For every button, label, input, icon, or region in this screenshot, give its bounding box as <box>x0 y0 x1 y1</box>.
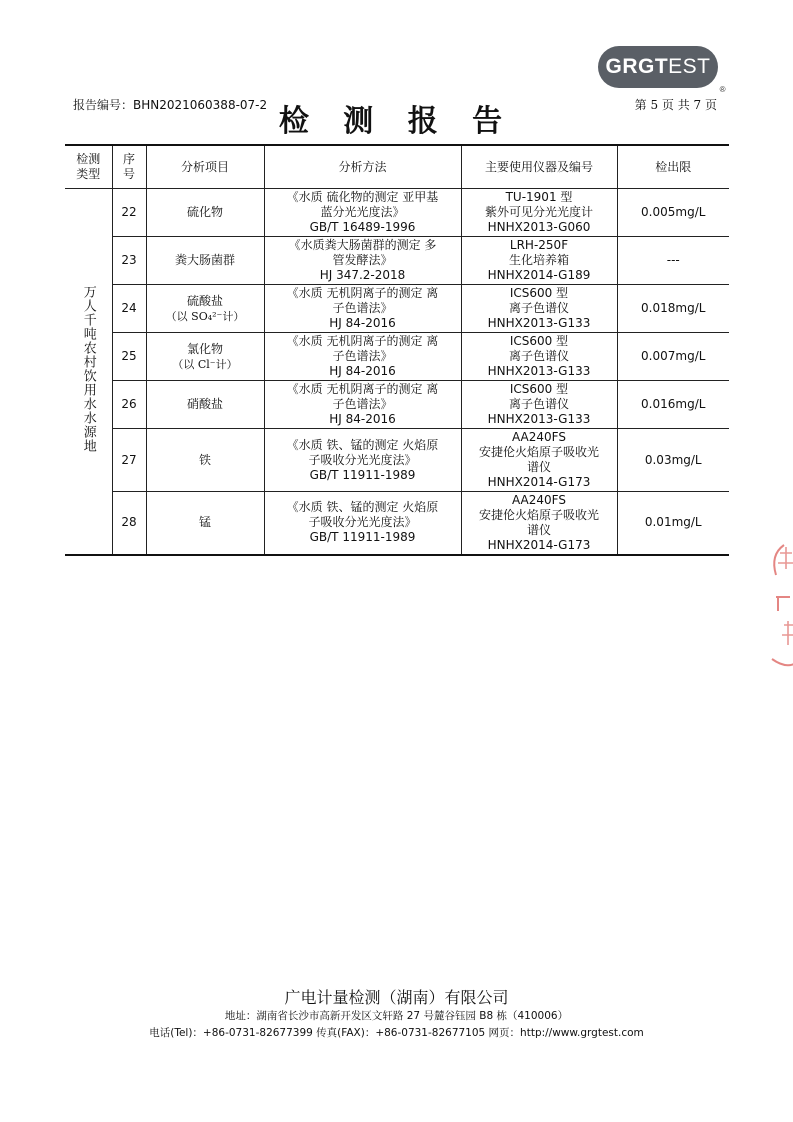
method-line: 《水质 硫化物的测定 亚甲基 <box>286 190 439 204</box>
analysis-method <box>264 189 461 237</box>
method-line: 蓝分光光度法》 <box>320 205 405 219</box>
seal-stamp-fragment <box>766 535 793 675</box>
instrument <box>461 429 617 492</box>
page-number: 第 5 页 共 7 页 <box>634 98 717 112</box>
instrument-line: 谱仪 <box>526 522 551 537</box>
detection-limit: 0.018mg/L <box>617 285 729 333</box>
instrument-line: HNHX2013-G133 <box>487 412 591 426</box>
method-line: HJ 84-2016 <box>329 412 396 426</box>
analysis-item-note: （以 Cl⁻计） <box>172 357 238 371</box>
instrument-line: TU-1901 型 <box>505 190 573 204</box>
detection-limit: 0.01mg/L <box>617 492 729 555</box>
header-type: 检测 类型 <box>65 145 112 189</box>
method-line: 《水质 铁、锰的测定 火焰原 <box>286 500 439 515</box>
table-row <box>65 189 729 237</box>
instrument-line: 离子色谱仪 <box>508 301 569 315</box>
instrument <box>461 333 617 381</box>
analysis-method <box>264 492 461 555</box>
instrument-line: LRH-250F <box>509 238 569 252</box>
registered-mark: ® <box>719 85 726 94</box>
instrument <box>461 237 617 285</box>
analysis-item <box>146 285 264 333</box>
method-line: 子吸收分光光度法》 <box>308 515 417 530</box>
detection-limit: 0.016mg/L <box>617 381 729 429</box>
instrument <box>461 492 617 555</box>
grgtest-logo <box>598 46 726 94</box>
table-row <box>65 492 729 555</box>
instrument-line: 离子色谱仪 <box>508 397 569 411</box>
detection-type-text: 万人千吨农村饮用水水源地 <box>80 285 96 454</box>
instrument-line: 谱仪 <box>526 460 551 474</box>
row-number: 23 <box>112 237 146 285</box>
header-instrument: 主要使用仪器及编号 <box>461 145 617 189</box>
method-line: 《水质 无机阴离子的测定 离 <box>286 382 439 396</box>
method-line: 管发酵法》 <box>332 253 393 267</box>
instrument <box>461 285 617 333</box>
header-method: 分析方法 <box>264 145 461 189</box>
detection-limit: 0.007mg/L <box>617 333 729 381</box>
detection-limit: 0.03mg/L <box>617 429 729 492</box>
analysis-item-note: （以 SO₄²⁻计） <box>165 309 245 323</box>
method-line: GB/T 11911-1989 <box>309 467 416 482</box>
analysis-item-name: 硫化物 <box>186 205 223 219</box>
analysis-item-name: 粪大肠菌群 <box>174 253 235 267</box>
instrument-line: AA240FS <box>512 492 566 507</box>
instrument-line: HNHX2013-G060 <box>487 220 591 234</box>
analysis-method <box>264 237 461 285</box>
analysis-method <box>264 333 461 381</box>
instrument-line: ICS600 型 <box>509 382 569 396</box>
instrument-line: ICS600 型 <box>509 334 569 348</box>
analysis-item <box>146 189 264 237</box>
analysis-item <box>146 429 264 492</box>
instrument-line: HNHX2013-G133 <box>487 364 591 378</box>
analysis-item <box>146 381 264 429</box>
instrument <box>461 381 617 429</box>
analysis-item-name: 锰 <box>198 515 211 530</box>
row-number: 27 <box>112 429 146 492</box>
table-row <box>65 237 729 285</box>
logo-bold-text: GRGT <box>605 55 669 78</box>
method-line: 《水质粪大肠菌群的测定 多 <box>288 238 437 252</box>
detection-type-cell <box>65 189 112 555</box>
row-number: 24 <box>112 285 146 333</box>
analysis-item-name: 硫酸盐 <box>186 293 223 308</box>
table-row <box>65 333 729 381</box>
analysis-method <box>264 381 461 429</box>
analysis-item-name: 硝酸盐 <box>186 397 223 411</box>
analysis-item-name: 氯化物 <box>186 341 223 356</box>
row-number: 28 <box>112 492 146 555</box>
method-line: HJ 347.2-2018 <box>319 268 406 282</box>
analysis-item <box>146 492 264 555</box>
method-line: HJ 84-2016 <box>329 364 396 378</box>
instrument <box>461 189 617 237</box>
row-number: 25 <box>112 333 146 381</box>
instrument-line: 安捷伦火焰原子吸收光 <box>478 445 599 459</box>
results-table <box>65 144 729 556</box>
instrument-line: HNHX2014-G173 <box>487 475 591 489</box>
instrument-line: 安捷伦火焰原子吸收光 <box>478 507 599 522</box>
method-line: 《水质 无机阴离子的测定 离 <box>286 334 439 348</box>
instrument-line: AA240FS <box>512 430 566 444</box>
instrument-line: 紫外可见分光光度计 <box>484 205 593 219</box>
method-line: 子色谱法》 <box>332 349 393 363</box>
analysis-item <box>146 333 264 381</box>
method-line: 子吸收分光光度法》 <box>308 452 417 467</box>
header-limit: 检出限 <box>617 145 729 189</box>
page-title: 检 测 报 告 <box>278 104 515 139</box>
method-line: 子色谱法》 <box>332 301 393 315</box>
method-line: GB/T 16489-1996 <box>309 220 416 234</box>
table-row <box>65 429 729 492</box>
method-line: GB/T 11911-1989 <box>309 530 416 545</box>
instrument-line: HNHX2014-G173 <box>487 537 591 552</box>
analysis-method <box>264 429 461 492</box>
analysis-item-name: 铁 <box>198 452 211 467</box>
detection-limit: --- <box>617 237 729 285</box>
footer-address: 地址：湖南省长沙市高新开发区文轩路 27 号麓谷钰园 B8 栋（410006） <box>224 1010 569 1022</box>
instrument-line: HNHX2014-G189 <box>487 268 591 282</box>
footer-contact: 电话(Tel)：+86-0731-82677399 传真(FAX)：+86-0731-82677105 网页：http://www.grgtest.com <box>149 1027 644 1039</box>
report-number: 报告编号：BHN2021060388-07-2 <box>73 98 268 112</box>
header-item: 分析项目 <box>146 145 264 189</box>
detection-limit: 0.005mg/L <box>617 189 729 237</box>
analysis-method <box>264 285 461 333</box>
instrument-line: 生化培养箱 <box>508 253 569 267</box>
header-no: 序 号 <box>112 145 146 189</box>
table-body <box>65 189 729 555</box>
analysis-item <box>146 237 264 285</box>
row-number: 22 <box>112 189 146 237</box>
method-line: 《水质 无机阴离子的测定 离 <box>286 286 439 300</box>
table-row <box>65 381 729 429</box>
table-header-row <box>65 145 729 189</box>
logo-light-text: EST <box>668 55 711 78</box>
method-line: HJ 84-2016 <box>329 316 396 330</box>
instrument-line: HNHX2013-G133 <box>487 316 591 330</box>
row-number: 26 <box>112 381 146 429</box>
method-line: 《水质 铁、锰的测定 火焰原 <box>286 437 439 452</box>
instrument-line: ICS600 型 <box>509 286 569 300</box>
table-row <box>65 285 729 333</box>
instrument-line: 离子色谱仪 <box>508 349 569 363</box>
method-line: 子色谱法》 <box>332 397 393 411</box>
footer-company: 广电计量检测（湖南）有限公司 <box>284 988 509 1007</box>
